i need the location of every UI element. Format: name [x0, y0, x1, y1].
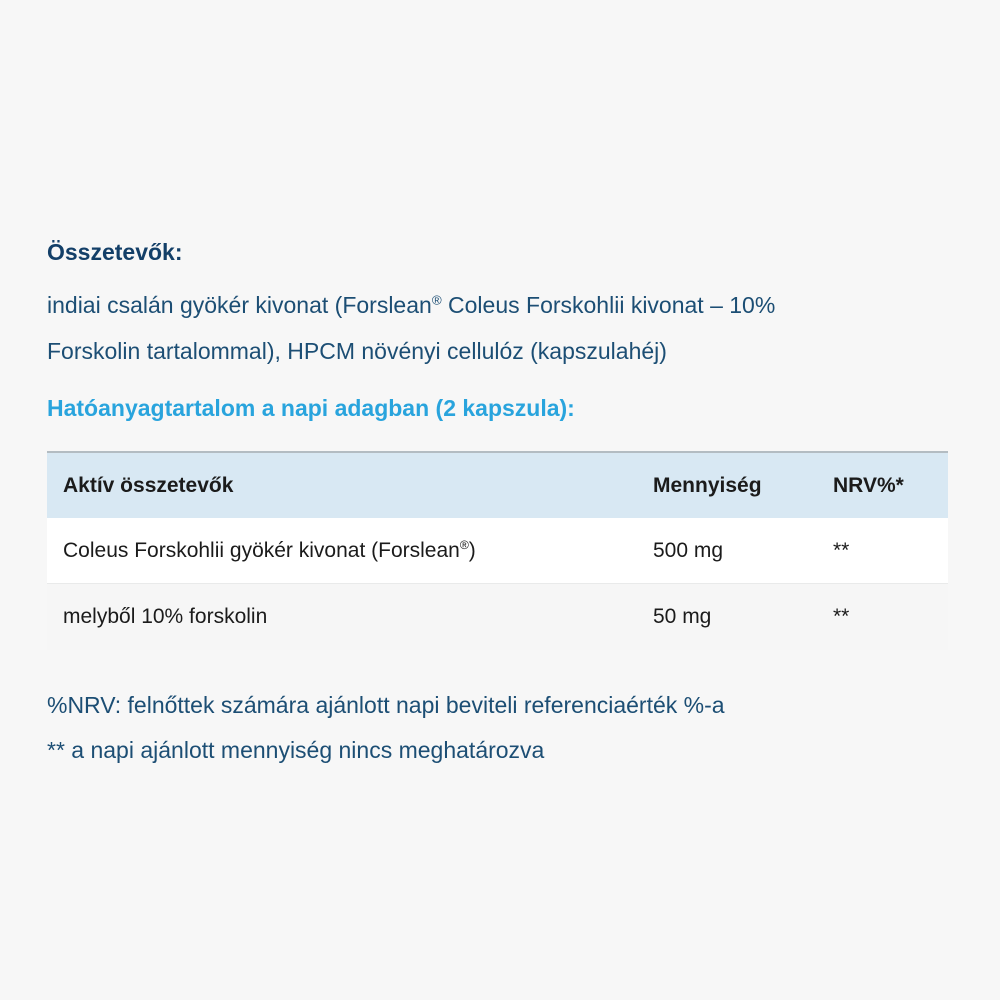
ingredient-name-rest: ) [468, 538, 476, 562]
ingredient-name-text: melyből 10% forskolin [63, 605, 268, 628]
ingredient-amount-cell: 500 mg [653, 538, 724, 562]
ingredients-line-1-text: indiai csalán gyökér kivonat (Forslean [47, 292, 432, 318]
ingredient-name-cell [47, 539, 653, 563]
ingredients-line-2: Forskolin tartalommal), HPCM növényi cellulóz (kapszulahéj) [47, 338, 667, 364]
footnotes [47, 683, 948, 773]
table-header-row [47, 453, 948, 518]
column-header-active-ingredients: Aktív összetevők [63, 473, 234, 497]
ingredient-nrv-cell: ** [833, 605, 850, 628]
ingredients-paragraph [47, 282, 948, 374]
table-row [47, 584, 948, 650]
actives-heading: Hatóanyagtartalom a napi adagban (2 kapszula): [47, 395, 575, 421]
registered-trademark-symbol: ® [431, 292, 442, 308]
ingredient-amount-cell: 50 mg [653, 605, 712, 628]
ingredient-name-text: Coleus Forskohlii gyökér kivonat (Forslean [63, 538, 460, 562]
ingredient-nrv-cell: ** [833, 538, 850, 562]
ingredients-heading: Összetevők: [47, 239, 183, 265]
ingredients-line-1 [47, 282, 948, 328]
column-header-nrv: NRV%* [833, 473, 904, 497]
ingredient-name-cell [47, 605, 653, 629]
footnote-no-reference-value: ** a napi ajánlott mennyiség nincs meghatározva [47, 737, 545, 763]
registered-trademark-symbol: ® [459, 537, 469, 552]
column-header-amount: Mennyiség [653, 473, 762, 497]
actives-table [47, 451, 948, 650]
footnote-nrv-definition: %NRV: felnőttek számára ajánlott napi beviteli referenciaérték %-a [47, 692, 725, 718]
table-row [47, 518, 948, 584]
ingredients-line-1-rest: Coleus Forskohlii kivonat – 10% [441, 292, 776, 318]
